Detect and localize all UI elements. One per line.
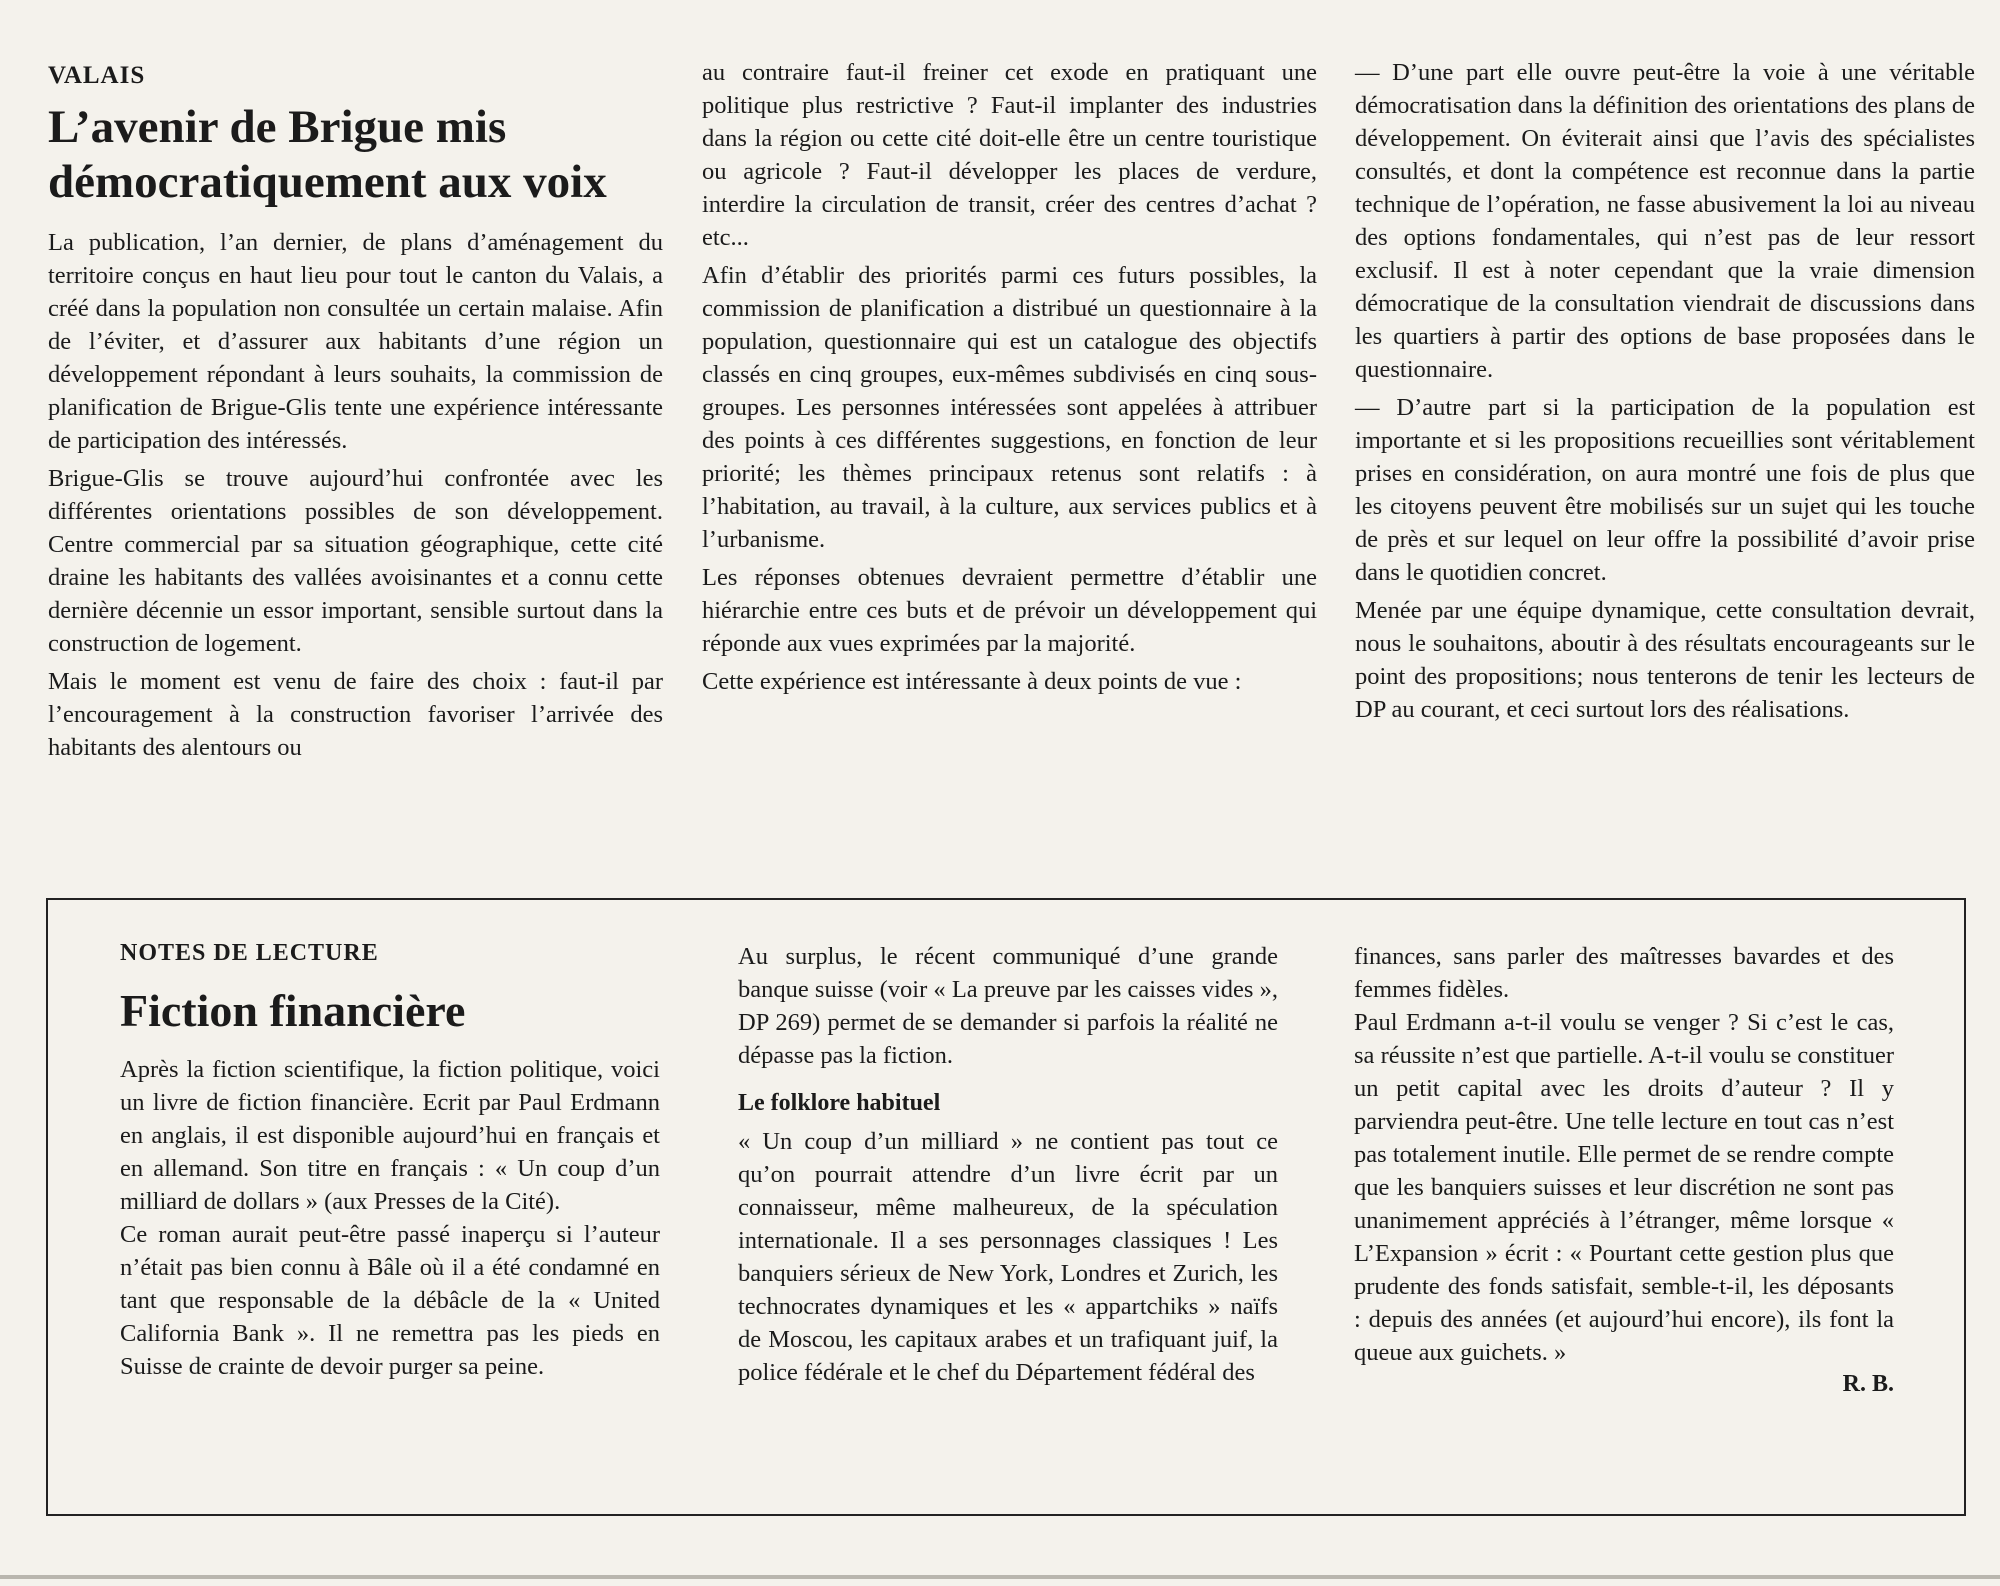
article-column-1 [48, 56, 663, 769]
article-column-3 [1355, 56, 1975, 731]
review-subheading: Le folklore habituel [738, 1090, 941, 1116]
review-paragraph: Après la fiction scientifique, la fiction politique, voici un livre de fiction financière. Ecrit par Paul Erdmann en anglais, il est disponible aujourd’hui en français et en allemand. Son titre en français : « Un coup d’un milliard de dollars » (aux Presses de la Cité). [120, 1056, 660, 1215]
article-paragraph: — D’autre part si la participation de la population est importante et si les propositions recueillies sont véritablement prises en considération, on aura montré une fois de plus que les citoyens peuvent être mobilisés sur un sujet qui les touche de près et sur lequel on leur offre la possibilité d’avoir prise dans le quotidien concret. [1355, 394, 1975, 586]
review-box [46, 898, 1966, 1516]
article-paragraph: — D’une part elle ouvre peut-être la voie à une véritable démocratisation dans la définition des orientations des plans de développement. On éviterait ainsi que l’avis des spécialistes consultés, et dont la compétence est reconnue dans la partie technique de l’opération, ne fasse abusivement la loi au niveau des options fondamentales, qui n’est pas de leur ressort exclusif. Il est à noter cependant que la vraie dimension démocratique de la consultation viendrait de discussions dans les quartiers à partir des options de base proposées dans le questionnaire. [1355, 59, 1975, 383]
article-column-2 [702, 56, 1317, 703]
section-label: VALAIS [48, 62, 146, 89]
review-paragraph: « Un coup d’un milliard » ne contient pas tout ce qu’on pourrait attendre d’un livre écrit par un connaisseur, même malheureux, de la spéculation internationale. Il a ses personnages classiques ! Les banquiers sérieux de New York, Londres et Zurich, les technocrates dynamiques et les « appartchiks » naïfs de Moscou, les capitaux arabes et un trafiquant juif, la police fédérale et le chef du Département fédéral des [738, 1128, 1278, 1386]
article-paragraph: Les réponses obtenues devraient permettre d’établir une hiérarchie entre ces buts et de prévoir un développement qui réponde aux vues exprimées par la majorité. [702, 564, 1317, 657]
review-headline: Fiction financière [120, 985, 466, 1036]
review-column-1 [120, 940, 660, 1383]
scan-edge-rule [0, 1575, 2000, 1579]
review-section-label: NOTES DE LECTURE [120, 940, 379, 966]
article-paragraph: Afin d’établir des priorités parmi ces futurs possibles, la commission de planification a distribué un questionnaire à la population, questionnaire qui est un catalogue des objectifs classés en cinq groupes, eux-mêmes subdivisés en cinq sous-groupes. Les personnes intéressées sont appelées à attribuer des points à ces différentes suggestions, en fonction de leur priorité; les thèmes principaux retenus sont relatifs : à l’habitation, au travail, à la culture, aux services publics et à l’urbanisme. [702, 262, 1317, 553]
review-paragraph: Ce roman aurait peut-être passé inaperçu si l’auteur n’était pas bien connu à Bâle où il a été condamné en tant que responsable de la débâcle de la « United California Bank ». Il ne remettra pas les pieds en Suisse de crainte de devoir purger sa peine. [120, 1221, 660, 1380]
article-paragraph: Brigue-Glis se trouve aujourd’hui confrontée avec les différentes orientations possibles de son développement. Centre commercial par sa situation géographique, cette cité draine les habitants des vallées avoisinantes et a connu cette dernière décennie un essor important, sensible surtout dans la construction de logement. [48, 465, 663, 657]
article-paragraph: Menée par une équipe dynamique, cette consultation devrait, nous le souhaitons, aboutir à des résultats encourageants sur le point des propositions; nous tenterons de tenir les lecteurs de DP au courant, et ceci surtout lors des réalisations. [1355, 597, 1975, 723]
article-paragraph: Mais le moment est venu de faire des choix : faut-il par l’encouragement à la construction favoriser l’arrivée des habitants des alentours ou [48, 668, 663, 761]
article-paragraph: Cette expérience est intéressante à deux points de vue : [702, 668, 1242, 695]
review-column-2 [738, 940, 1278, 1389]
article-headline: L’avenir de Brigue mis démocratiquement aux voix [48, 101, 607, 208]
review-paragraph: Au surplus, le récent communiqué d’une grande banque suisse (voir « La preuve par les caisses vides », DP 269) permet de se demander si parfois la réalité ne dépasse pas la fiction. [738, 943, 1278, 1069]
article-paragraph: La publication, l’an dernier, de plans d’aménagement du territoire conçus en haut lieu pour tout le canton du Valais, a créé dans la population non consultée un certain malaise. Afin de l’éviter, et d’assurer aux habitants d’une région un développement répondant à leurs souhaits, la commission de planification de Brigue-Glis tente une expérience intéressante de participation des intéressés. [48, 229, 663, 454]
article-paragraph: au contraire faut-il freiner cet exode en pratiquant une politique plus restrictive ? Faut-il implanter des industries dans la région ou cette cité doit-elle être un centre touristique ou agricole ? Faut-il développer les places de verdure, interdire la circulation de transit, créer des centres d’achat ? etc... [702, 59, 1317, 251]
author-signature: R. B. [1842, 1371, 1894, 1397]
review-column-3 [1354, 940, 1894, 1398]
review-paragraph: Paul Erdmann a-t-il voulu se venger ? Si c’est le cas, sa réussite n’est que partielle. A-t-il voulu se constituer un petit capital avec les droits d’auteur ? Il y parviendra peut-être. Une telle lecture en tout cas n’est pas totalement inutile. Elle permet de se rendre compte que les banquiers suisses et leur discrétion ne sont pas unanimement appréciés à l’étranger, même lorsque « L’Expansion » écrit : « Pourtant cette gestion plus que prudente des fonds satisfait, semble-t-il, les déposants : depuis des années (et aujourd’hui encore), ils font la queue aux guichets. » [1354, 1009, 1894, 1366]
review-paragraph: finances, sans parler des maîtresses bavardes et des femmes fidèles. [1354, 943, 1894, 1003]
